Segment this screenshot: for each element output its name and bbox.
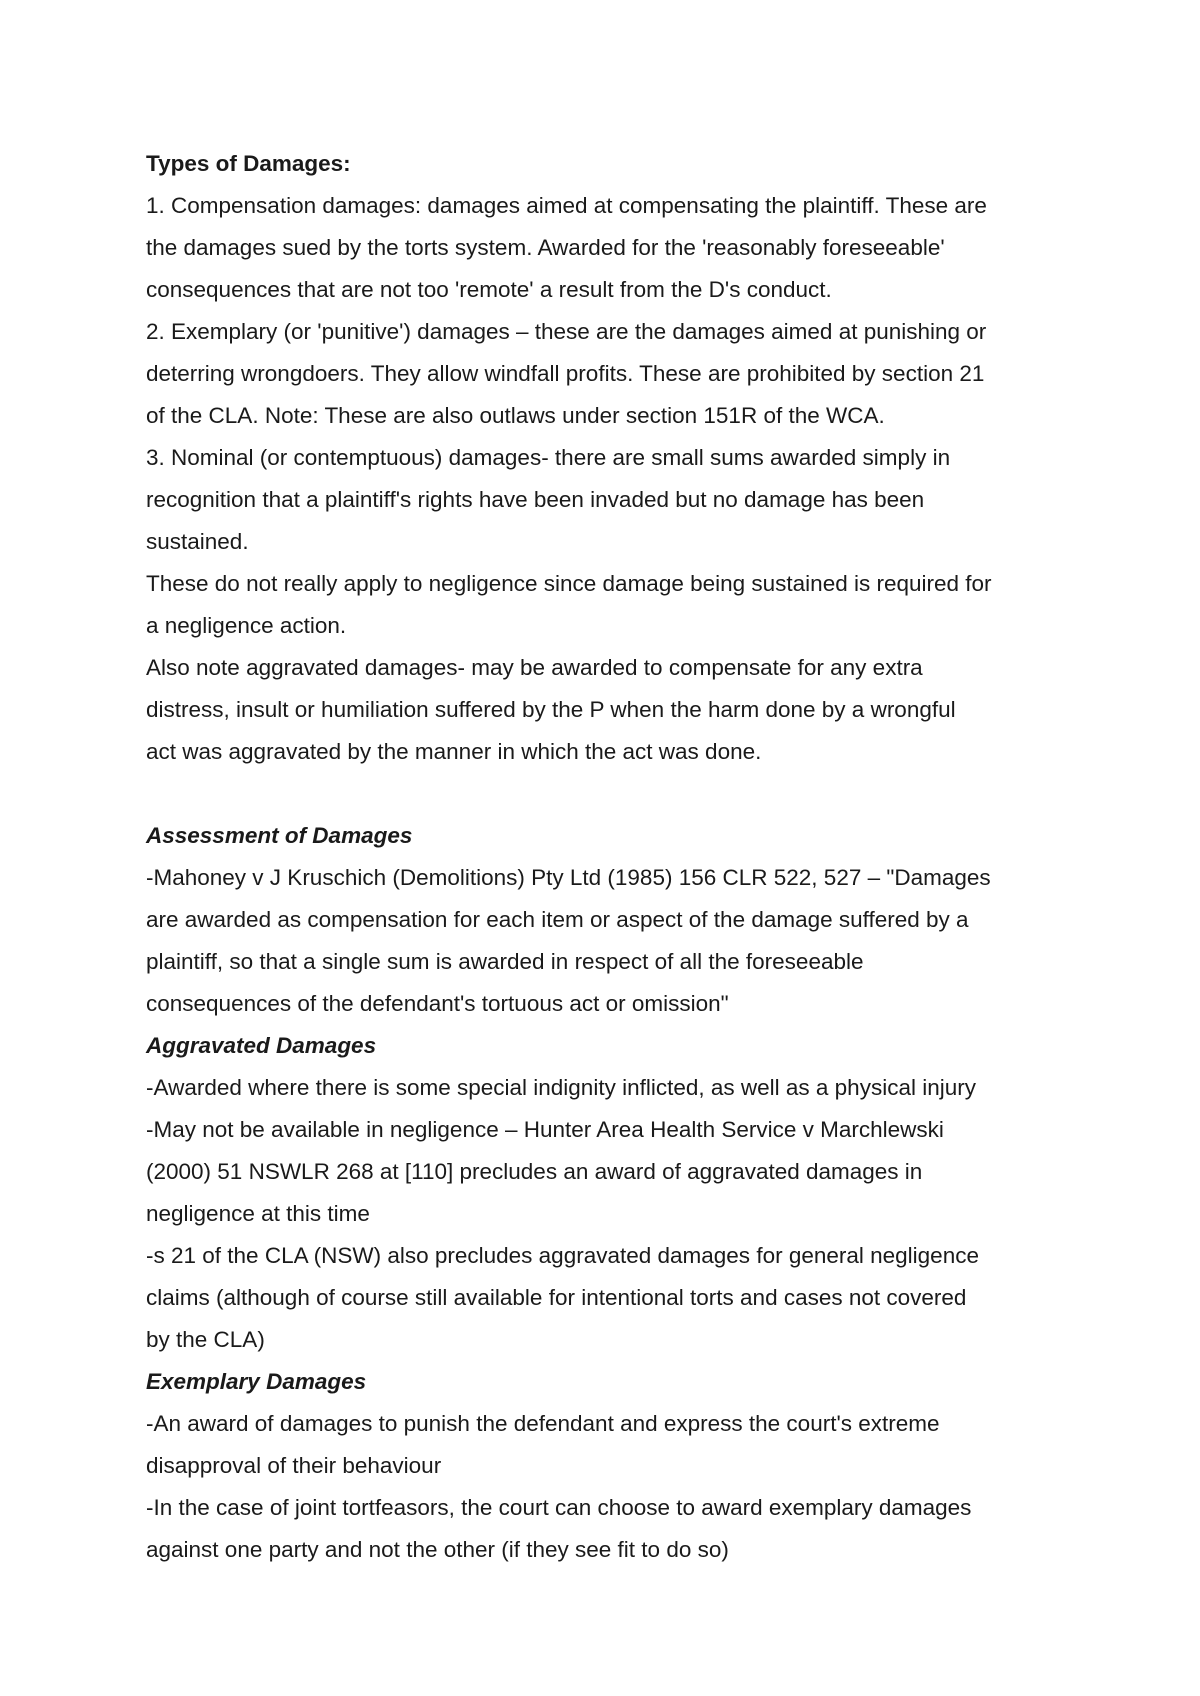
paragraph-spacer — [146, 773, 1076, 815]
assessment-line: consequences of the defendant's tortuous act or omission" — [146, 991, 729, 1016]
types-line: the damages sued by the torts system. Awarded for the 'reasonably foreseeable' — [146, 235, 945, 260]
exemplary-line: against one party and not the other (if they see fit to do so) — [146, 1537, 729, 1562]
types-line: act was aggravated by the manner in which the act was done. — [146, 739, 762, 764]
exemplary-heading: Exemplary Damages — [146, 1369, 367, 1394]
types-line: distress, insult or humiliation suffered by the P when the harm done by a wrongful — [146, 697, 956, 722]
aggravated-line: by the CLA) — [146, 1327, 265, 1352]
types-line: sustained. — [146, 529, 249, 554]
document-body — [146, 143, 1076, 1571]
exemplary-line: disapproval of their behaviour — [146, 1453, 442, 1478]
aggravated-heading: Aggravated Damages — [146, 1033, 377, 1058]
types-line: deterring wrongdoers. They allow windfall profits. These are prohibited by section 21 — [146, 361, 985, 386]
aggravated-line: claims (although of course still available for intentional torts and cases not covered — [146, 1285, 967, 1310]
types-line: 3. Nominal (or contemptuous) damages- there are small sums awarded simply in — [146, 445, 951, 470]
assessment-line: -Mahoney v J Kruschich (Demolitions) Pty Ltd (1985) 156 CLR 522, 527 – "Damages — [146, 865, 991, 890]
aggravated-line: (2000) 51 NSWLR 268 at [110] precludes an award of aggravated damages in — [146, 1159, 923, 1184]
aggravated-line: -Awarded where there is some special indignity inflicted, as well as a physical injury — [146, 1075, 976, 1100]
types-line: Also note aggravated damages- may be awarded to compensate for any extra — [146, 655, 923, 680]
types-line: 2. Exemplary (or 'punitive') damages – these are the damages aimed at punishing or — [146, 319, 987, 344]
types-line: recognition that a plaintiff's rights have been invaded but no damage has been — [146, 487, 925, 512]
aggravated-line: negligence at this time — [146, 1201, 370, 1226]
assessment-line: are awarded as compensation for each item or aspect of the damage suffered by a — [146, 907, 969, 932]
exemplary-line: -In the case of joint tortfeasors, the court can choose to award exemplary damages — [146, 1495, 972, 1520]
types-line: consequences that are not too 'remote' a result from the D's conduct. — [146, 277, 832, 302]
aggravated-line: -May not be available in negligence – Hunter Area Health Service v Marchlewski — [146, 1117, 944, 1142]
types-heading: Types of Damages: — [146, 151, 351, 176]
types-line: a negligence action. — [146, 613, 347, 638]
aggravated-line: -s 21 of the CLA (NSW) also precludes aggravated damages for general negligence — [146, 1243, 979, 1268]
assessment-line: plaintiff, so that a single sum is awarded in respect of all the foreseeable — [146, 949, 864, 974]
types-line: 1. Compensation damages: damages aimed at compensating the plaintiff. These are — [146, 193, 987, 218]
types-line: of the CLA. Note: These are also outlaws under section 151R of the WCA. — [146, 403, 885, 428]
types-line: These do not really apply to negligence since damage being sustained is required for — [146, 571, 992, 596]
exemplary-line: -An award of damages to punish the defendant and express the court's extreme — [146, 1411, 940, 1436]
assessment-heading: Assessment of Damages — [146, 823, 413, 848]
